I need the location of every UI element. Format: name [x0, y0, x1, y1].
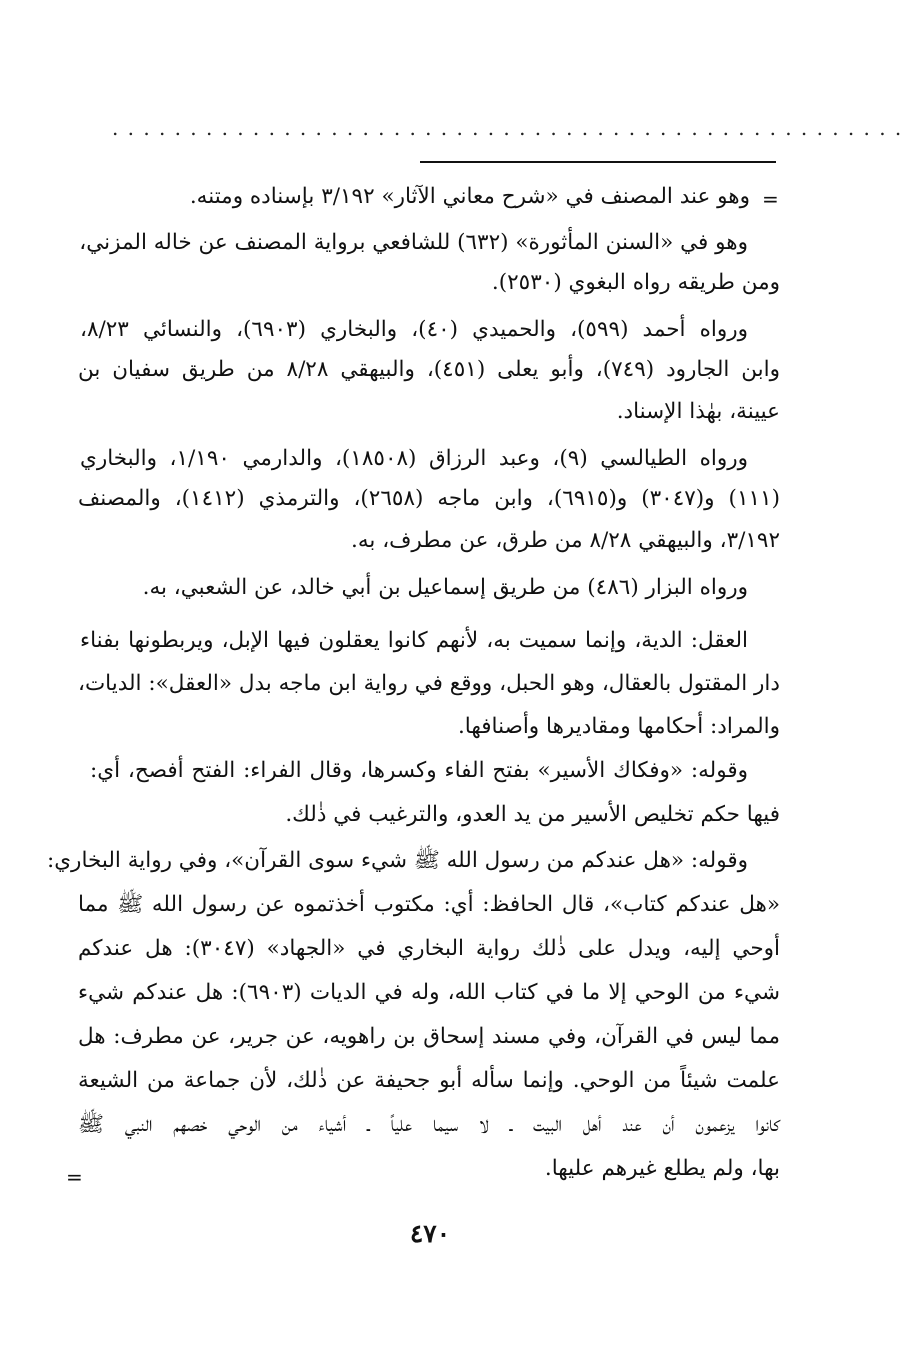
text-line-18: أوحي إليه، ويدل على ذٰلك رواية البخاري في «الجهاد» (٣٠٤٧): هل عندكم — [78, 936, 780, 961]
text-line-16: وقوله: «هل عندكم من رسول الله ﷺ شيء سوى القرآن»، وفي رواية البخاري: — [46, 848, 748, 873]
text-line-11: العقل: الدية، وإنما سميت به، لأنهم كانوا يعقلون فيها الإبل، ويربطونها بفناء — [80, 628, 748, 653]
text-line-8: (١١١) و(٣٠٤٧) و(٦٩١٥)، وابن ماجه (٢٦٥٨)، والترمذي (١٤١٢)، والمصنف — [78, 486, 780, 511]
page-number: ٤٧٠ — [409, 1219, 451, 1248]
text-line-21: علمت شيئاً من الوحي. وإنما سأله أبو جحيفة عن ذٰلك، لأن جماعة من الشيعة — [78, 1068, 780, 1093]
text-line-2: وهو في «السنن المأثورة» (٦٣٢) للشافعي برواية المصنف عن خاله المزني، — [79, 230, 748, 255]
text-line-15: فيها حكم تخليص الأسير من يد العدو، والترغيب في ذٰلك. — [285, 802, 780, 827]
text-line-9: ٣/١٩٢، والبيهقي ٨/٢٨ من طرق، عن مطرف، به. — [351, 528, 780, 553]
text-line-1: وهو عند المصنف في «شرح معاني الآثار» ٣/١٩٢ بإسناده ومتنه. — [189, 184, 750, 209]
continuation-marker-bottom: = — [66, 1165, 83, 1189]
text-line-7: ورواه الطيالسي (٩)، وعبد الرزاق (١٨٥٠٨)، والدارمي ١/١٩٠، والبخاري — [80, 446, 748, 471]
continuation-marker-top: = — [762, 187, 779, 211]
text-line-10: ورواه البزار (٤٨٦) من طريق إسماعيل بن أبي خالد، عن الشعبي، به. — [142, 575, 748, 600]
text-line-19: شيء من الوحي إلا ما في كتاب الله، وله في الديات (٦٩٠٣): هل عندكم شيء — [78, 980, 780, 1005]
text-line-17: «هل عندكم كتاب»، قال الحافظ: أي: مكتوب أخذتموه عن رسول الله ﷺ مما — [78, 892, 780, 917]
text-line-12: دار المقتول بالعقال، وهو الحبل، ووقع في رواية ابن ماجه بدل «العقل»: الديات، — [78, 671, 780, 696]
text-line-3: ومن طريقه رواه البغوي (٢٥٣٠). — [491, 270, 780, 295]
footnote-rule — [420, 161, 776, 163]
dotted-separator: ................................................... — [112, 116, 911, 140]
text-line-6: عيينة، بهٰذا الإسناد. — [616, 399, 780, 424]
text-line-20: مما ليس في القرآن، وفي مسند إسحاق بن راهويه، عن جرير، عن مطرف: هل — [78, 1024, 780, 1049]
text-line-13: والمراد: أحكامها ومقاديرها وأصنافها. — [457, 714, 780, 739]
text-line-4: ورواه أحمد (٥٩٩)، والحميدي (٤٠)، والبخاري (٦٩٠٣)، والنسائي ٨/٢٣، — [80, 317, 749, 342]
text-line-5: وابن الجارود (٧٤٩)، وأبو يعلى (٤٥١)، والبيهقي ٨/٢٨ من طريق سفيان بن — [78, 357, 780, 382]
text-line-14: وقوله: «وفكاك الأسير» بفتح الفاء وكسرها، وقال الفراء: الفتح أفصح، أي: — [90, 758, 748, 783]
text-line-22: كانوا يزعمون أن عند أهل البيت ـ لا سيما علياً ـ أشياء من الوحي خصهم النبي ﷺ — [78, 1112, 780, 1137]
text-line-23: بها، ولم يطلع غيرهم عليها. — [544, 1156, 780, 1181]
